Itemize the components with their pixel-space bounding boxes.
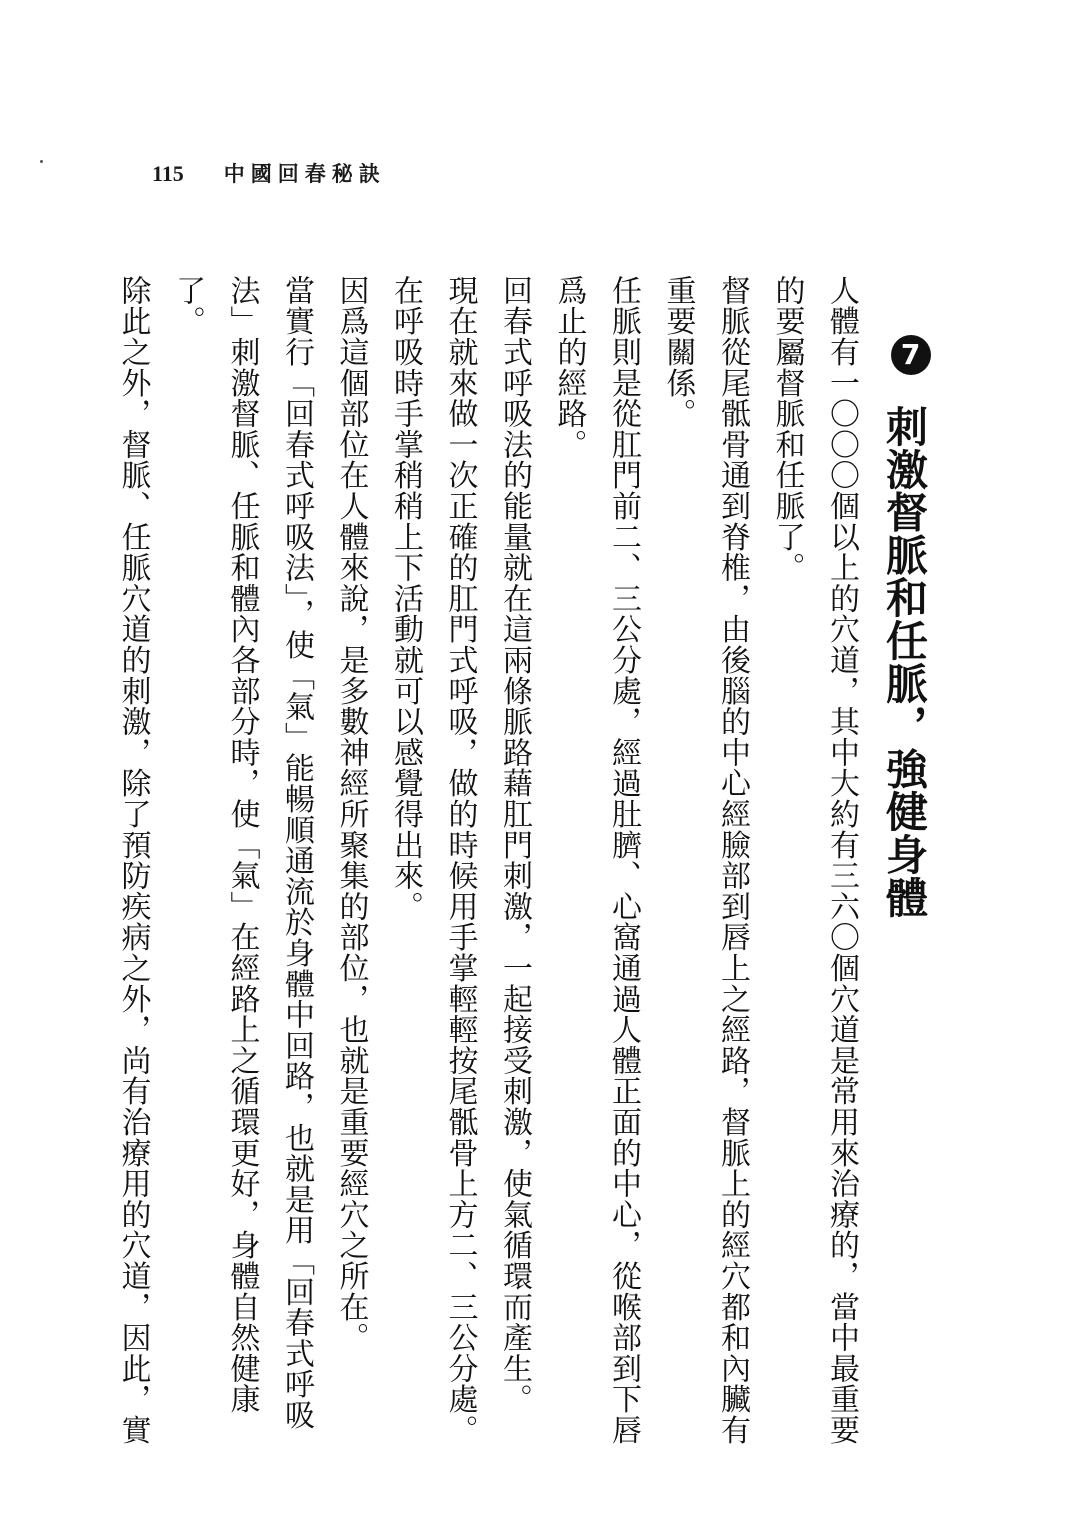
paragraph: 除此之外，督脈、任脈穴道的刺激，除了預防疾病之外，尚有治療用的穴道，因此，實 [115,275,151,1446]
paragraph: 督脈從尾骶骨通到脊椎，由後腦的中心經臉部到唇上之經路，督脈上的經穴都和內臟有重要關係。 [660,275,750,1446]
section-heading [868,335,940,1455]
page-number: 115 [152,161,184,186]
section-title: 刺激督脈和任脈，強健身體 [880,405,929,919]
book-title: 中國回春秘訣 [223,162,386,186]
paragraph: 現在就來做一次正確的肛門式呼吸，做的時候用手掌輕輕按尾骶骨上方二、三公分處。在呼吸時手掌稍稍上下活動就可以感覺得出來。 [388,275,478,1446]
paragraph: 因爲這個部位在人體來說，是多數神經所聚集的部位，也就是重要經穴之所在。 [333,275,369,1353]
scan-speck [40,160,43,163]
vertical-body-text [115,275,940,1455]
section-number-badge: 7 [891,335,931,375]
paragraph: 人體有一〇〇〇個以上的穴道，其中大約有三六〇個穴道是常用來治療的，當中最重要的要屬督脈和任脈了。 [769,275,859,1446]
paragraph: 當實行「回春式呼吸法」，使「氣」能暢順通流於身體中回路，也就是用「回春式呼吸法」刺激督脈、任脈和體內各部分時，使「氣」在經路上之循環更好，身體自然健康了。 [170,275,314,1431]
paragraph: 回春式呼吸法的能量就在這兩條脈路藉肛門刺激，一起接受刺激，使氣循環而產生。 [497,275,532,1415]
page-header [152,158,386,188]
paragraph: 任脈則是從肛門前二、三公分處，經過肚臍、心窩通過人體正面的中心，從喉部到下唇爲止的經路。 [551,275,641,1446]
